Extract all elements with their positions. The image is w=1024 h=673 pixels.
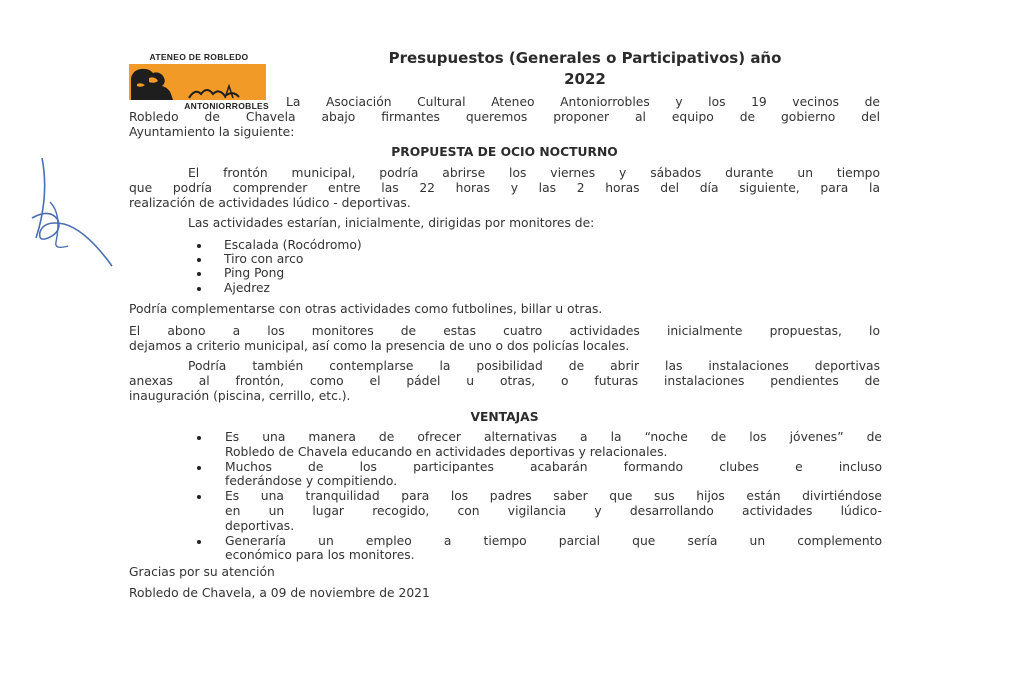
facilities-line-1: Podría también contemplarse la posibilidad de abrir las instalaciones deportivas: [188, 359, 880, 373]
activity-item: Tiro con arco: [224, 252, 304, 266]
advantage-line: Es una manera de ofrecer alternativas a la “noche de los jóvenes” de: [225, 430, 882, 444]
advantage-line: económico para los monitores.: [225, 548, 415, 563]
bullet-icon: [197, 436, 201, 440]
fronton-line-1: El frontón municipal, podría abrirse los viernes y sábados durante un tiempo: [188, 166, 880, 180]
complement-paragraph: Podría complementarse con otras actividades como futbolines, billar u otras.: [129, 302, 603, 316]
advantage-line: federándose y compitiendo.: [225, 474, 398, 489]
activities-intro: Las actividades estarían, inicialmente, dirigidas por monitores de:: [188, 216, 595, 230]
facilities-line-3: inauguración (piscina, cerrillo, etc.).: [129, 388, 351, 403]
advantage-item: [196, 430, 882, 460]
advantage-item: [196, 534, 882, 564]
payment-line-1: El abono a los monitores de estas cuatro actividades inicialmente propuestas, lo: [129, 324, 880, 338]
title-line-2: 2022: [564, 70, 606, 88]
advantage-line: Muchos de los participantes acabarán formando clubes e incluso: [225, 459, 882, 474]
bullet-icon: [197, 540, 201, 544]
thanks-line: Gracias por su atención: [129, 565, 275, 579]
intro-line-3: Ayuntamiento la siguiente:: [129, 124, 295, 139]
activity-item: Ping Pong: [224, 266, 285, 280]
facilities-line-2: anexas al frontón, como el pádel u otras, o futuras instalaciones pendientes de: [129, 374, 880, 388]
document-title: [300, 48, 870, 90]
advantage-line: en un lugar recogido, con vigilancia y desarrollando actividades lúdico-: [225, 503, 882, 518]
facilities-line-1-wrap: [188, 359, 880, 374]
advantage-line: Es una tranquilidad para los padres saber que sus hijos están divirtiéndose: [225, 489, 882, 504]
bullet-icon: [197, 287, 201, 291]
advantages-list: [196, 430, 882, 563]
intro-line-2: Robledo de Chavela abajo firmantes queremos proponer al equipo de gobierno del: [129, 110, 880, 124]
bullet-icon: [197, 495, 201, 499]
intro-paragraph: [129, 110, 880, 140]
advantages-heading: VENTAJAS: [470, 410, 539, 424]
logo-bottom-text: ANTONIORROBLES: [184, 101, 269, 111]
intro-line-1: La Asociación Cultural Ateneo Antoniorrobles y los 19 vecinos de: [286, 95, 880, 109]
advantage-item: [196, 489, 882, 533]
fronton-line-1-wrap: [188, 166, 880, 181]
logo-top-text: ATENEO DE ROBLEDO: [149, 52, 249, 62]
intro-line-1-wrap: [286, 95, 880, 110]
fronton-line-3: realización de actividades lúdico - deportivas.: [129, 195, 411, 210]
bullet-icon: [197, 244, 201, 248]
advantage-line: Robledo de Chavela educando en actividades deportivas y relacionales.: [225, 444, 668, 459]
title-line-1: Presupuestos (Generales o Participativos) año: [388, 49, 782, 67]
signature-mark: [28, 158, 118, 273]
proposal-heading: PROPUESTA DE OCIO NOCTURNO: [391, 145, 618, 159]
advantage-line: deportivas.: [225, 518, 295, 533]
payment-paragraph: [129, 324, 880, 354]
advantage-line: Generaría un empleo a tiempo parcial que sería un complemento: [225, 533, 882, 548]
activity-item: Escalada (Rocódromo): [224, 238, 362, 252]
ateneo-logo: [129, 52, 269, 111]
fronton-paragraph: [129, 181, 880, 211]
advantage-item: [196, 460, 882, 490]
facilities-paragraph: [129, 374, 880, 404]
bullet-icon: [197, 272, 201, 276]
payment-line-2: dejamos a criterio municipal, así como la presencia de uno o dos policías locales.: [129, 338, 630, 353]
activity-item: Ajedrez: [224, 281, 271, 295]
logo-image: [129, 64, 266, 100]
place-date-line: Robledo de Chavela, a 09 de noviembre de 2021: [129, 586, 430, 600]
bullet-icon: [197, 258, 201, 262]
logo-figure-icon: [129, 64, 266, 100]
bullet-icon: [197, 466, 201, 470]
fronton-line-2: que podría comprender entre las 22 horas y las 2 horas del día siguiente, para la: [129, 181, 880, 195]
